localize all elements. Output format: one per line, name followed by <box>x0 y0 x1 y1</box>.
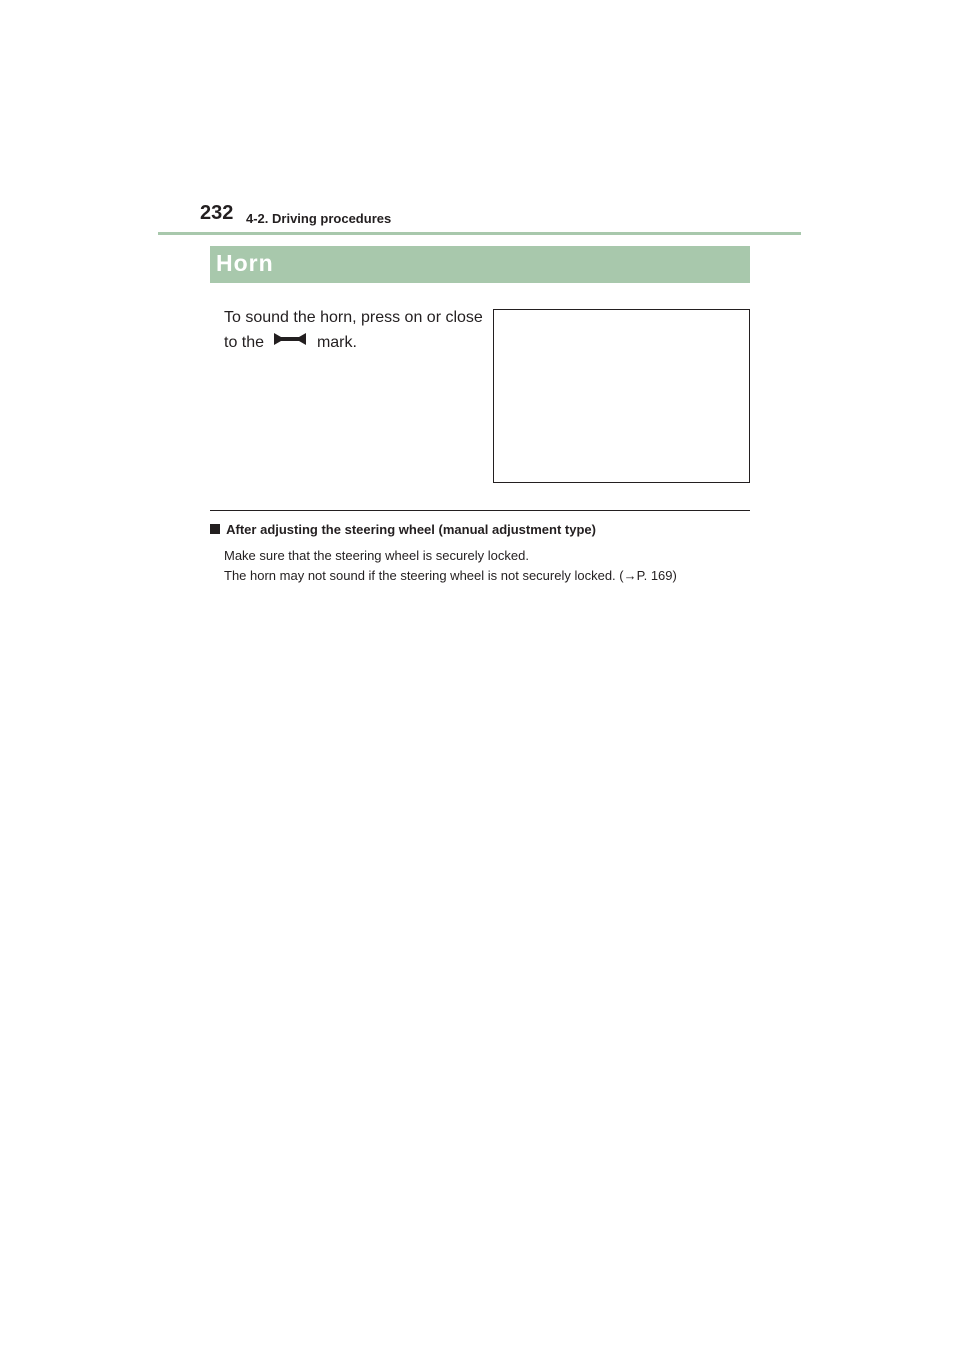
page-number: 232 <box>200 202 234 224</box>
section-title: 4-2. Driving procedures <box>246 211 392 226</box>
horn-icon <box>272 330 308 355</box>
header-rule <box>158 232 801 235</box>
note-line-1: Make sure that the steering wheel is securely locked. <box>224 548 529 563</box>
note-body <box>224 546 744 586</box>
note-heading-text: After adjusting the steering wheel (manual adjustment type) <box>226 522 596 537</box>
section-divider <box>210 510 750 511</box>
heading-band <box>210 246 750 283</box>
note-line-2: The horn may not sound if the steering wheel is not securely locked. (→P. 169) <box>224 568 677 583</box>
instruction-part1: To sound the horn, press on or close to the <box>224 309 483 351</box>
section-heading: Horn <box>216 250 274 276</box>
instruction-text <box>224 305 486 355</box>
instruction-part2: mark. <box>316 334 357 351</box>
note-heading <box>210 522 596 537</box>
square-bullet-icon <box>210 522 220 537</box>
illustration-frame <box>493 309 750 483</box>
